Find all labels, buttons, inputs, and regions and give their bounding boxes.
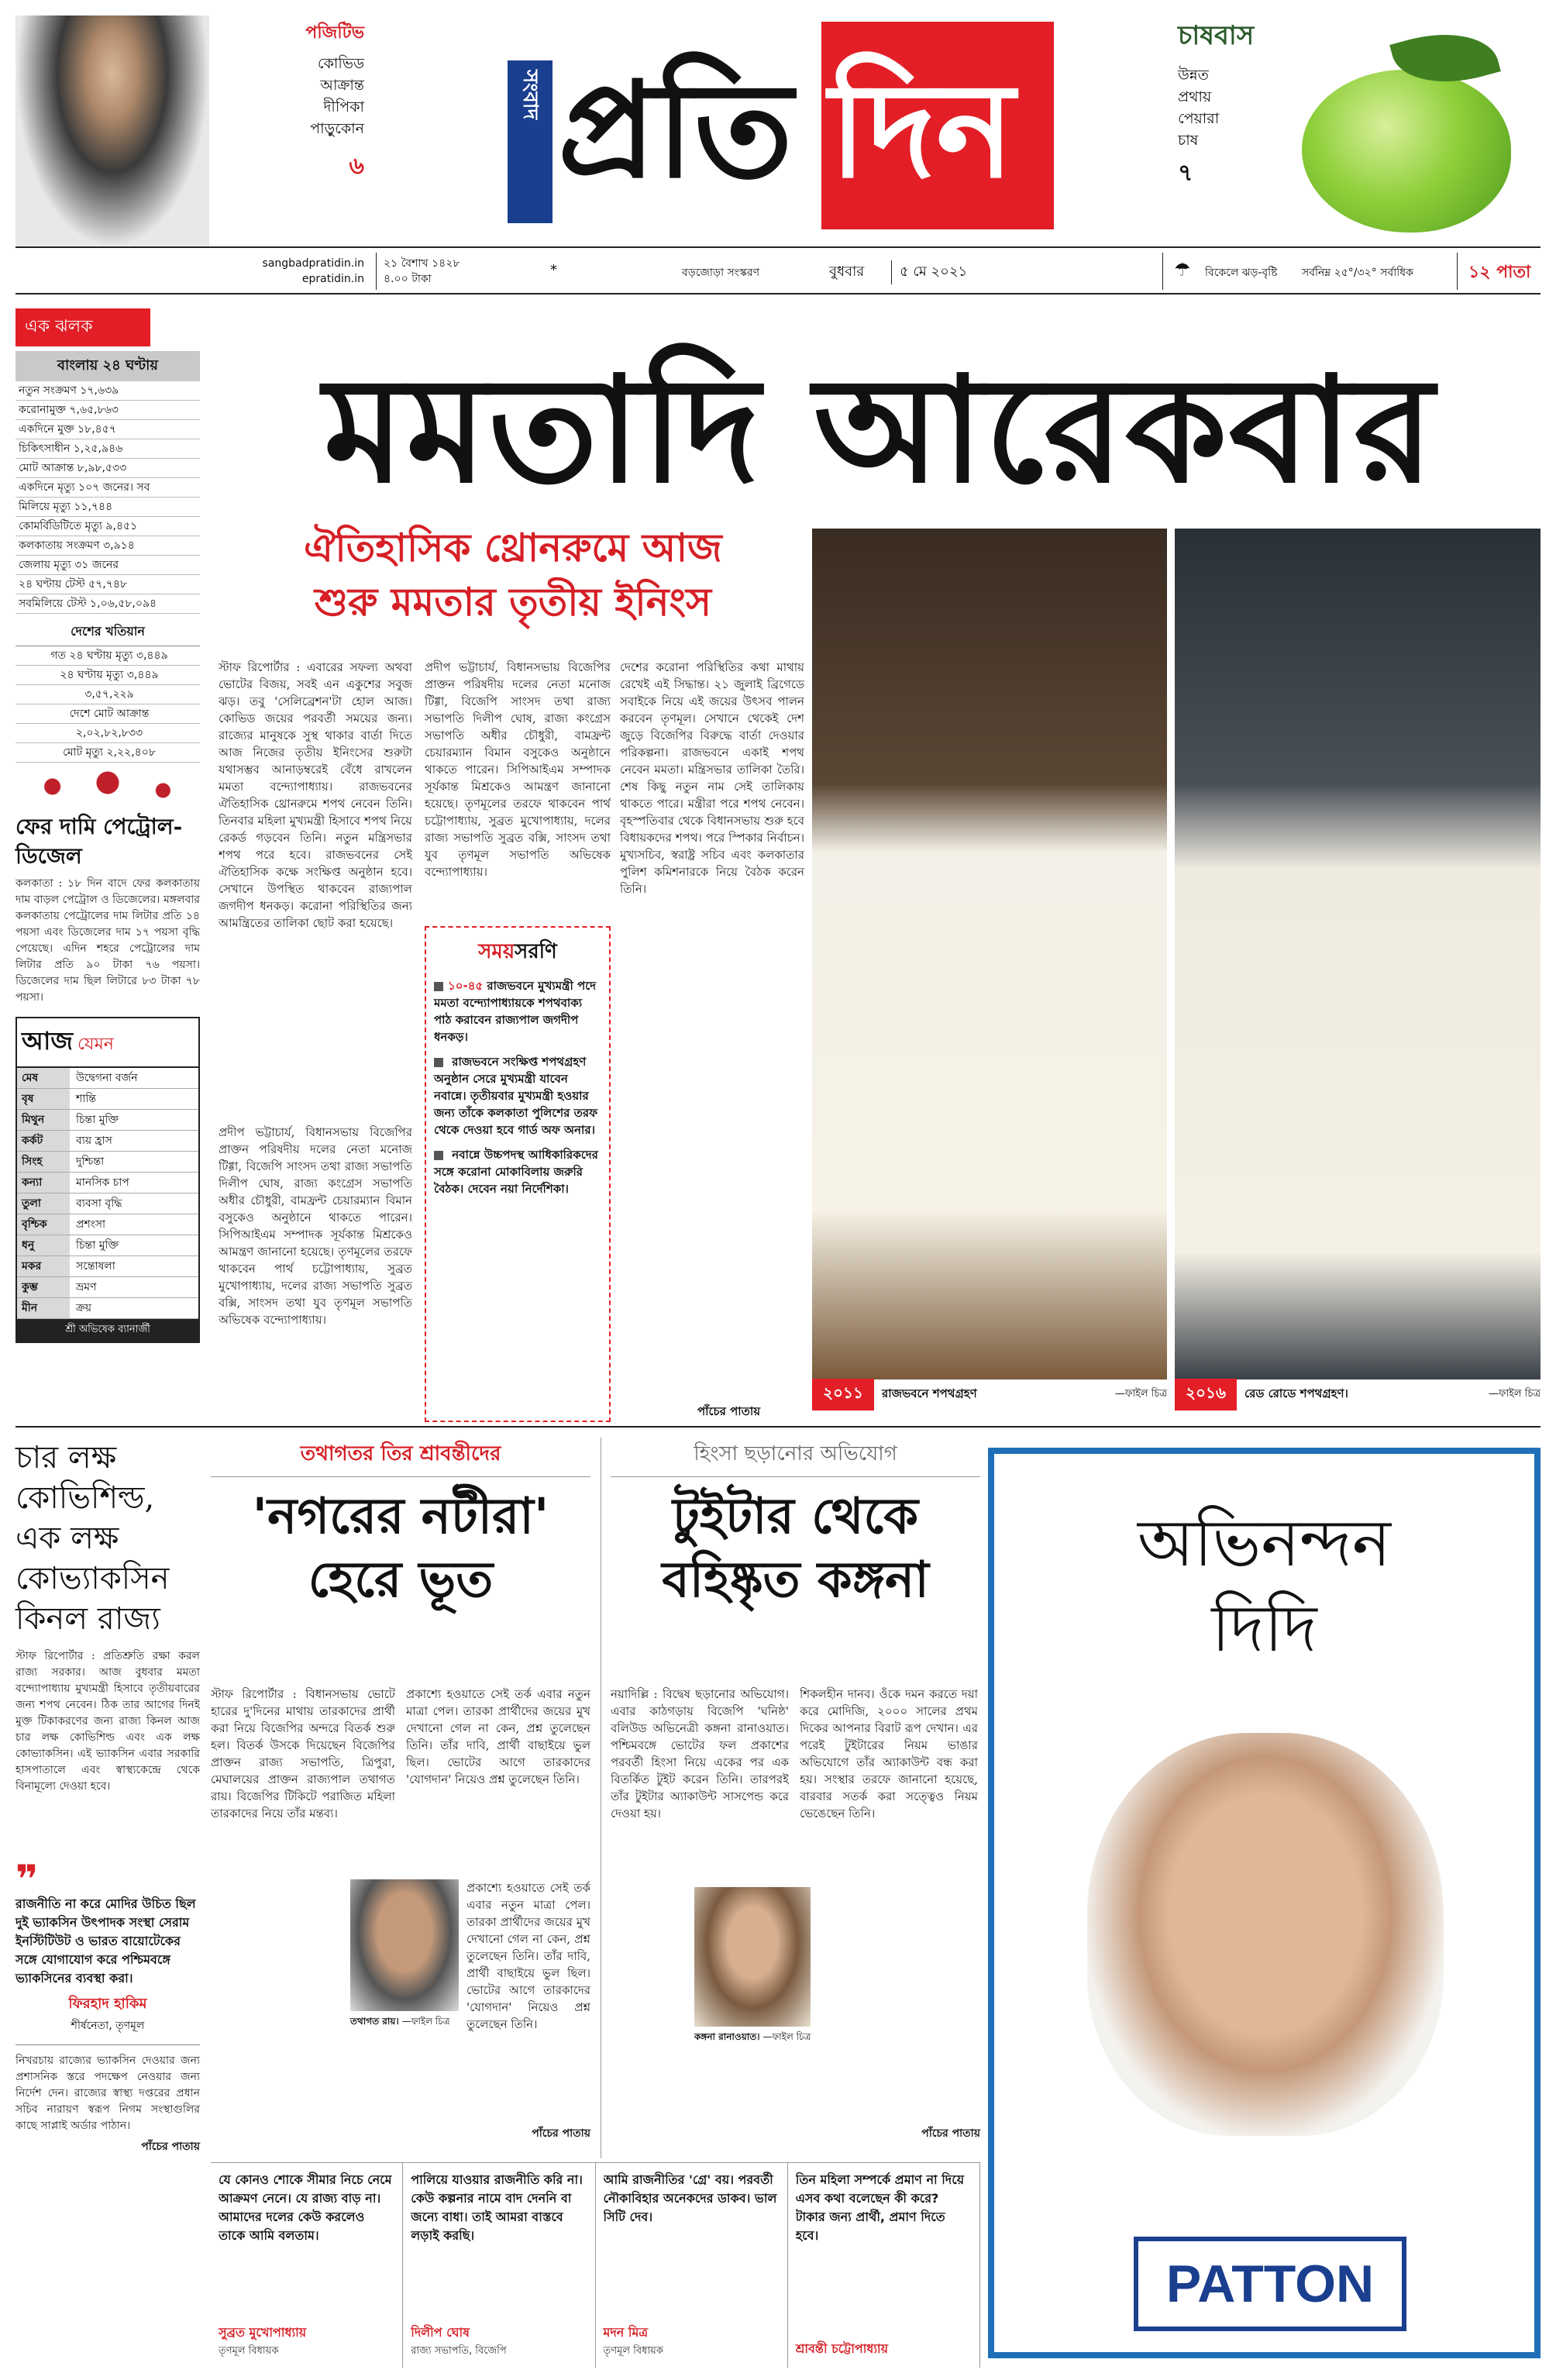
section-divider bbox=[15, 1426, 1541, 1428]
photo1-credit: —ফাইল চিত্র bbox=[1114, 1387, 1167, 1400]
bullet-icon bbox=[434, 982, 443, 991]
bottom-quote bbox=[596, 2163, 788, 2368]
rashi-name: মকর bbox=[17, 1256, 70, 1276]
rashi-prediction: ব্যয় হ্রাস bbox=[76, 1135, 112, 1147]
story3-col2: শিকলহীন দানব। ওঁকে দমন করতে দয়া করে মোদিজি, ২০০০ সালের প্রথম দিকের আপনার বিরাট রূপ দেখান। এর পরেই টুইটারের নিয়ম ভাঙার অভিযোগে তাঁর অ্যাকাউন্ট বন্ধ করা হয়। সংস্থার তরফে জানানো হয়েছে, বারবার সতর্ক করা সত্ত্বেও নিয়ম ভেঙেছেন তিনি। bbox=[800, 1687, 978, 1820]
bengal-stat: কলকাতায় সংক্রমণ ৩,৯১৪ bbox=[15, 536, 200, 556]
quote-text: আমি রাজনীতির 'গ্রে' বয়। পরবর্তী নৌকাবিহার অনেকদের ডাকব। ভাল সিটি দেব। bbox=[603, 2172, 777, 2224]
photo1-caption-bar bbox=[812, 1381, 1167, 1407]
vaccine-text: স্টাফ রিপোর্টার : প্রতিশ্রুতি রক্ষা করল রাজ্য সরকার। আজ বুধবার মমতা বন্দ্যোপাধ্যায় মুখ্যমন্ত্রী হিসাবে তৃতীয়বারের জন্য শপথ নেবেন। ঠিক তার আগের দিনই মুক্ত টিকাকরণের জন্য রাজ্য কিনল আজ চার লক্ষ কোভিশিল্ড এবং এক লক্ষ কোভ্যাকসিন। এই ভ্যাকসিন এবার সরকারি হাসপাতালে এবং স্বাস্থ্যকেন্দ্রে থেকে বিনামূল্যে দেওয়া হবে। bbox=[15, 1650, 200, 1793]
lead-headline[interactable]: মমতাদি আরেকবার bbox=[323, 344, 1436, 515]
site-url-1[interactable]: sangbadpratidin.in bbox=[262, 257, 364, 270]
ad-brand-box bbox=[1134, 2237, 1406, 2331]
lead-column-1: স্টাফ রিপোর্টার : এবারের সফল্য অথবা ভোটের বিজয়, সবই এন একুশের সবুজ ঝড়। তবু 'সেলিব্রেশন'টা হোল আজ। কোভিড জয়ের পরবর্তী সময়ের জন্য। রাজ্যের মানুষকে সুস্থ থাকার বার্তা দিতে আজ নিজের তৃতীয় ইনিংসের শুরুটা যথাসম্ভব আনাড়ম্বরেই বেঁধে রাখলেন মমতা বন্দ্যোপাধ্যায়। রাজভবনের ঐতিহাসিক থ্রোনরুমে শপথ নেবেন তিনি। তিনবার মহিলা মুখ্যমন্ত্রী হিসাবে শপথ নিয়ে রেকর্ড গড়বেন তিনি। নতুন মন্ত্রিসভার শপথ পরে হবে। রাজভবনের সেই ঐতিহাসিক কক্ষে সংক্ষিপ্ত অনুষ্ঠান হবে। সেখানে উপস্থিত থাকবেন রাজ্যপাল জগদীপ ধনকড়। করোনা পরিস্থিতির জন্য আমন্ত্রিতের তালিকা ছোট করা হয়েছে। bbox=[219, 660, 412, 930]
rashi-name: তুলা bbox=[17, 1193, 70, 1214]
bengal-stat: একদিনে মৃত্যু ১০৭ জনের। সব bbox=[15, 478, 200, 498]
rashi-box bbox=[15, 1017, 200, 1343]
rashi-row bbox=[17, 1110, 198, 1131]
ad-line-1: অভিনন্দন bbox=[1137, 1505, 1392, 1581]
page-count: ১২ পাতা bbox=[1468, 263, 1531, 282]
photo1-caption: রাজভবনে শপথগ্রহণ bbox=[881, 1386, 977, 1400]
ad-brand: PATTON bbox=[1165, 2254, 1375, 2313]
bottom-quote bbox=[211, 2163, 403, 2368]
quote-author: সুব্রত মুখোপাধ্যায় bbox=[219, 2325, 307, 2340]
guava-image bbox=[1302, 70, 1511, 232]
ad-line-2: দিদি bbox=[1211, 1590, 1317, 1666]
rashi-prediction: ক্রয় bbox=[76, 1302, 91, 1314]
rashi-name: বৃশ্চিক bbox=[17, 1214, 70, 1235]
timeline-text: রাজভবনে মুখ্যমন্ত্রী পদে মমতা বন্দ্যোপাধ্যায়কে শপথবাক্য পাঠ করাবেন রাজ্যপাল জগদীপ ধনকড়। bbox=[434, 979, 597, 1044]
rashi-prediction: মানসিক চাপ bbox=[76, 1176, 129, 1189]
rashi-row bbox=[17, 1089, 198, 1110]
bengal-stat: চিকিৎসাধীন ১,২৫,৯৪৬ bbox=[15, 439, 200, 459]
timeline-title-a: সময় bbox=[478, 940, 515, 963]
left-teaser-page: ৬ bbox=[349, 153, 364, 180]
lead-continue[interactable]: পাঁচের পাতায় bbox=[697, 1404, 761, 1418]
quote-author: মদন মিত্র bbox=[603, 2325, 649, 2340]
photo2-credit: —ফাইল চিত্র bbox=[1488, 1387, 1541, 1400]
rashi-prediction: শান্তি bbox=[76, 1093, 96, 1105]
photo2-year: ২০১৬ bbox=[1175, 1379, 1237, 1410]
story3-headline-2: বহিষ্কৃত কঙ্গনা bbox=[662, 1551, 929, 1609]
tathagata-photo bbox=[350, 1879, 459, 2011]
bullet-icon bbox=[434, 1151, 443, 1160]
site-url-2[interactable]: epratidin.in bbox=[301, 273, 364, 285]
issue-date: ৫ মে ২০২১ bbox=[891, 260, 967, 284]
right-teaser-tag: চাষবাস bbox=[1178, 20, 1255, 51]
country-title: দেশের খতিয়ান bbox=[15, 618, 200, 646]
rashi-name: মেষ bbox=[17, 1068, 70, 1088]
story2-caption-credit: —ফাইল চিত্র bbox=[401, 2016, 450, 2027]
country-stat: দেশে মোট আক্রান্ত bbox=[15, 704, 200, 724]
rashi-row bbox=[17, 1131, 198, 1152]
quote-author: শ্রাবন্তী চট্টোপাধ্যায় bbox=[795, 2341, 889, 2356]
story-2[interactable] bbox=[211, 1438, 590, 2158]
quote-author: দিলীপ ঘোষ bbox=[411, 2325, 470, 2340]
timeline-list bbox=[434, 977, 601, 1197]
rashi-list bbox=[17, 1068, 198, 1319]
sidebar-header: এক ঝলক bbox=[15, 308, 150, 346]
bottom-quote bbox=[403, 2163, 595, 2368]
rashi-name: মীন bbox=[17, 1298, 70, 1318]
photo2-caption: রেড রোডে শপথগ্রহণ। bbox=[1244, 1386, 1348, 1400]
rashi-prediction: ভ্রমণ bbox=[76, 1281, 97, 1293]
rashi-name: কর্কট bbox=[17, 1131, 70, 1151]
lead-column-2-top: প্রদীপ ভট্টাচার্য, বিধানসভায় বিজেপির প্রাক্তন পরিষদীয় দলের নেতা মনোজ টিগ্গা, বিজেপি সাংসদ তথা রাজ্য সভাপতি দিলীপ ঘোষ, রাজ্য কংগ্রেস সভাপতি অধীর চৌধুরী, বামফ্রন্ট চেয়ারম্যান বিমান বসুকেও অনুষ্ঠানে থাকতে পারেন। সিপিআইএম সম্পাদক সূর্যকান্ত মিশ্রকেও আমন্ত্রণ জানানো হয়েছে। তৃণমূলের তরফে থাকবেন পার্থ চট্টোপাধ্যায়, সুব্রত মুখোপাধ্যায়, দলের রাজ্য সভাপতি সুব্রত বক্সি, সাংসদ তথা যুব তৃণমূল সভাপতি অভিষেক বন্দ্যোপাধ্যায়। bbox=[425, 660, 611, 879]
left-teaser[interactable] bbox=[217, 19, 364, 229]
rashi-row bbox=[17, 1068, 198, 1089]
timeline-box bbox=[425, 926, 611, 1422]
bengal-stats bbox=[15, 381, 200, 614]
story2-headline-2: হেরে ভূত bbox=[308, 1551, 494, 1609]
sidebar bbox=[15, 308, 200, 1440]
story2-col1: স্টাফ রিপোর্টার : বিধানসভায় ভোটে হারের দু'দিনের মাথায় তারকাদের প্রার্থী করা নিয়ে বিজেপির অন্দরে বিতর্ক শুরু হল। বিতর্ক উসকে দিয়েছেন বিজেপির প্রাক্তন রাজ্য সভাপতি, ত্রিপুরা, মেঘালয়ের প্রাক্তন রাজ্যপাল তথাগত রায়। বিজেপির টিকিটে পরাজিত মহিলা তারকাদের নিয়ে তাঁর মন্তব্য। bbox=[211, 1687, 395, 1820]
bottom-quotes bbox=[211, 2162, 980, 2368]
story2-continue[interactable]: পাঁচের পাতায় bbox=[532, 2127, 590, 2140]
logo[interactable] bbox=[508, 22, 1054, 229]
virus-graphic bbox=[15, 767, 200, 806]
right-teaser-text: উন্নত প্রথায় পেয়ারা চাষ bbox=[1178, 67, 1220, 149]
story2-kicker: তথাগতর তির শ্রাবন্তীদের bbox=[211, 1438, 590, 1477]
lead-photo-2016[interactable] bbox=[1175, 529, 1541, 1379]
rashi-prediction: প্রশংসা bbox=[76, 1218, 106, 1231]
country-stat: মোট মৃত্যু ২,২২,৪০৮ bbox=[15, 743, 200, 763]
lead-photo-2011[interactable] bbox=[812, 529, 1167, 1379]
advertisement[interactable] bbox=[988, 1448, 1541, 2358]
rashi-prediction: দুশ্চিন্তা bbox=[76, 1156, 105, 1168]
rashi-name: কুম্ভ bbox=[17, 1277, 70, 1297]
photo1-year: ২০১১ bbox=[812, 1379, 874, 1410]
left-teaser-photo[interactable] bbox=[15, 15, 209, 248]
quote-role: তৃণমূল বিধায়ক bbox=[219, 2345, 279, 2357]
logo-main-a: প্রতি bbox=[558, 53, 793, 208]
logo-side-box bbox=[508, 60, 553, 223]
right-teaser-page: ৭ bbox=[1178, 160, 1193, 187]
story2-col2: প্রকাশ্যে হওয়াতে সেই তর্ক এবার নতুন মাত্রা পেল। তারকা প্রার্থীদের জয়ের মুখ দেখানো গেল না কেন, প্রশ্ন তুলেছেন তিনি। তাঁর দাবি, প্রার্থী বাছাইয়ে ভুল ছিল। ভোটের আগে তারকাদের 'যোগদান' নিয়েও প্রশ্ন তুলেছেন তিনি। bbox=[406, 1687, 590, 1786]
fuel-text: কলকাতা : ১৮ দিন বাদে ফের কলকাতায় দাম বাড়ল পেট্রোল ও ডিজেলের। মঙ্গলবার কলকাতায় পেট্রোলের দাম লিটার প্রতি ১৪ পয়সা এবং ডিজেলের দাম ১৭ পয়সা বৃদ্ধি পেয়েছে। এদিন শহরে পেট্রোলের দাম লিটার প্রতি ৯০ টাকা ৭৬ পয়সা। ডিজেলের দাম ছিল লিটারে ৮৩ টাকা ৭৮ পয়সা। bbox=[15, 877, 200, 1004]
rashi-prediction: চিন্তা মুক্তি bbox=[76, 1239, 119, 1252]
bengal-stat: নতুন সংক্রমণ ১৭,৬৩৯ bbox=[15, 381, 200, 401]
rashi-name: বৃষ bbox=[17, 1089, 70, 1109]
timeline-title-b: সরণি bbox=[515, 940, 557, 963]
rashi-row bbox=[17, 1277, 198, 1298]
rashi-prediction: ব্যবসা বৃদ্ধি bbox=[76, 1197, 122, 1210]
timeline-item bbox=[434, 1146, 601, 1197]
story3-kicker: হিংসা ছড়ানোর অভিযোগ bbox=[611, 1438, 980, 1477]
kangana-photo bbox=[694, 1887, 811, 2027]
lead-column-3: দেশের করোনা পরিস্থিতির কথা মাথায় রেখেই এই সিদ্ধান্ত। ২১ জুলাই ব্রিগেডে সবাইকে নিয়ে এই জয়ের উৎসব পালন করবেন তৃণমূল। সেখানে থেকেই দেশ জুড়ে বিজেপির বিরুদ্ধে বার্তা দেওয়ার পরিকল্পনা। রাজভবনে একাই শপথ নেবেন মমতা। মন্ত্রিসভার তালিকা তৈরি। শেষ কিছু নতুন নাম সেই তালিকায় থাকতে পারে। মন্ত্রীরা পরে শপথ নেবেন। বৃহস্পতিবার থেকে বিধানসভায় শুরু হবে বিধায়কদের শপথ। পরে স্পিকার নির্বাচন। মুখ্যসচিব, স্বরাষ্ট্র সচিব এবং কলকাতার পুলিশ কমিশনারকে নিয়ে বৈঠক করেন তিনি। bbox=[620, 660, 804, 896]
price: ৪.০০ টাকা bbox=[384, 273, 432, 285]
strip-star: * bbox=[550, 262, 557, 278]
temperature: সর্বনিম্ন ২৫°/৩২° সর্বাধিক bbox=[1302, 267, 1413, 279]
vaccine-story[interactable] bbox=[15, 1438, 200, 2368]
lead-subheadline-2[interactable]: শুরু মমতার তৃতীয় ইনিংস bbox=[314, 579, 712, 625]
story2-col2b: প্রকাশ্যে হওয়াতে সেই তর্ক এবার নতুন মাত্রা পেল। তারকা প্রার্থীদের জয়ের মুখ দেখানো গেল না কেন, প্রশ্ন তুলেছেন তিনি। তাঁর দাবি, প্রার্থী বাছাইয়ে ভুল ছিল। ভোটের আগে তারকাদের 'যোগদান' নিয়েও প্রশ্ন তুলেছেন তিনি। bbox=[466, 1881, 590, 2031]
fuel-title: ফের দামি পেট্রোল-ডিজেল bbox=[15, 814, 183, 869]
quote-role: রাজ্য সভাপতি, বিজেপি bbox=[411, 2345, 507, 2357]
logo-main-b: দিন bbox=[829, 53, 1015, 208]
story3-caption-credit: —ফাইল চিত্র bbox=[763, 2031, 811, 2042]
rashi-name: কন্যা bbox=[17, 1173, 70, 1193]
rashi-prediction: চিন্তা মুক্তি bbox=[76, 1114, 119, 1126]
rashi-row bbox=[17, 1298, 198, 1319]
rashi-row bbox=[17, 1193, 198, 1214]
bengal-stat: করোনামুক্ত ৭,৬৫,৮৬৩ bbox=[15, 401, 200, 420]
rashi-credit: শ্রী অভিষেক ব্যানার্জী bbox=[17, 1319, 198, 1342]
bottom-quote bbox=[788, 2163, 980, 2368]
photo2-caption-bar bbox=[1175, 1381, 1541, 1407]
rashi-row bbox=[17, 1214, 198, 1235]
rashi-row bbox=[17, 1152, 198, 1173]
rashi-row bbox=[17, 1173, 198, 1193]
quote-icon: ❞ bbox=[15, 1857, 39, 1902]
bullet-icon bbox=[434, 1058, 443, 1067]
rashi-prediction: উদ্বেগনা বর্জন bbox=[76, 1072, 138, 1084]
vaccine-continue[interactable]: পাঁচের পাতায় bbox=[141, 2141, 200, 2153]
vaccine-more: নিখরচায় রাজ্যের ভ্যাকসিন দেওয়ার জন্য প্রশাসনিক স্তরে পদক্ষেপ নেওয়ার জন্য নির্দেশ দেন। রাজ্যের স্বাস্থ্য দপ্তরের প্রধান সচিব নারায়ণ স্বরূপ নিগম সংস্থাগুলির কাছে সাপ্লাই অর্ডার পাঠান। bbox=[15, 2044, 200, 2134]
quote-role: তৃণমূল বিধায়ক bbox=[603, 2345, 663, 2357]
bengal-stat: একদিনে মুক্ত ১৮,৪৫৭ bbox=[15, 420, 200, 439]
story3-caption: কঙ্গনা রানাওয়াত। bbox=[694, 2031, 760, 2042]
lead-subheadline-1[interactable]: ঐতিহাসিক থ্রোনরুমে আজ bbox=[304, 525, 722, 570]
rashi-name: সিংহ bbox=[17, 1152, 70, 1172]
right-teaser[interactable] bbox=[1178, 15, 1542, 240]
story2-headline-1: 'নগরের নটীরা' bbox=[252, 1487, 549, 1545]
vaccine-headline: চার লক্ষ কোভিশিল্ড, এক লক্ষ কোভ্যাকসিন কিনল রাজ্য bbox=[15, 1440, 170, 1637]
timeline-time: ১০-৪৫ bbox=[448, 979, 484, 993]
rashi-prediction: সন্তোষলা bbox=[76, 1260, 115, 1273]
country-stat: ২,০২,৮২,৮৩৩ bbox=[15, 724, 200, 743]
rashi-row bbox=[17, 1256, 198, 1277]
timeline-item bbox=[434, 977, 601, 1045]
bengal-stat: জেলায় মৃত্যু ৩১ জনের bbox=[15, 556, 200, 575]
weather-text: বিকেলে ঝড়-বৃষ্টি bbox=[1205, 267, 1278, 279]
left-teaser-text: কোভিড আক্রান্ত দীপিকা পাড়ুকোন bbox=[310, 55, 364, 137]
weather-icon: ☂ bbox=[1174, 259, 1191, 281]
timeline-text: রাজভবনে সংক্ষিপ্ত শপথগ্রহণ অনুষ্ঠান সেরে মুখ্যমন্ত্রী যাবেন নবান্নে। তৃতীয়বার মুখ্যমন্ত্রী হওয়ার জন্য তাঁকে কলকাতা পুলিশের তরফ থেকে দেওয়া হবে গার্ড অফ অনার। bbox=[434, 1055, 598, 1137]
vaccine-quote: রাজনীতি না করে মোদির উচিত ছিল দুই ভ্যাকসিন উৎপাদক সংস্থা সেরাম ইনস্টিটিউট ও ভারত বায়োটেকের সঙ্গে যোগাযোগ করে পশ্চিমবঙ্গে ভ্যাকসিনের ব্যবস্থা করা। bbox=[15, 1896, 196, 1986]
story3-headline-1: টুইটার থেকে bbox=[673, 1487, 918, 1545]
country-stats bbox=[15, 646, 200, 763]
lead-column-1-cont: প্রদীপ ভট্টাচার্য, বিধানসভায় বিজেপির প্রাক্তন পরিষদীয় দলের নেতা মনোজ টিগ্গা, বিজেপি সাংসদ তথা রাজ্য সভাপতি দিলীপ ঘোষ, রাজ্য কংগ্রেস সভাপতি অধীর চৌধুরী, বামফ্রন্ট চেয়ারম্যান বিমান বসুকেও অনুষ্ঠানে থাকতে পারেন। সিপিআইএম সম্পাদক সূর্যকান্ত মিশ্রকেও আমন্ত্রণ জানানো হয়েছে। তৃণমূলের তরফে থাকবেন পার্থ চট্টোপাধ্যায়, সুব্রত মুখোপাধ্যায়, দলের রাজ্য সভাপতি সুব্রত বক্সি, সাংসদ তথা যুব তৃণমূল সভাপতি অভিষেক বন্দ্যোপাধ্যায়। bbox=[219, 1125, 412, 1327]
ad-portrait bbox=[1087, 1733, 1444, 2136]
rashi-title-a: আজ bbox=[22, 1026, 73, 1056]
bengal-stat: কোমর্বিডিটিতে মৃত্যু ৯,৪৫১ bbox=[15, 517, 200, 536]
country-stat: গত ২৪ ঘণ্টায় মৃত্যু ৩,৪৪৯ bbox=[15, 646, 200, 666]
story3-col1: নয়াদিল্লি : বিদ্বেষ ছড়ানোর অভিযোগ। এবার কাঠগড়ায় বিজেপি 'ঘনিষ্ঠ' বলিউড অভিনেত্রী কঙ্গনা রানাওয়াত। পশ্চিমবঙ্গে ভোটের ফল প্রকাশের পরবর্তী হিংসা নিয়ে একের পর এক বিতর্কিত টুইট করেন তিনি। তারপরই তাঁর টুইটার অ্যাকাউন্ট সাসপেন্ড করে দেওয়া হয়। bbox=[611, 1687, 789, 1820]
story3-continue[interactable]: পাঁচের পাতায় bbox=[921, 2127, 980, 2140]
timeline-text: নবান্নে উচ্চপদস্থ আধিকারিকদের সঙ্গে করোনা মোকাবিলায় জরুরি বৈঠক। দেবেন নয়া নির্দেশিকা। bbox=[434, 1148, 598, 1196]
country-stat: ৩,৫৭,২২৯ bbox=[15, 685, 200, 704]
bengal-stat: মোট আক্রান্ত ৮,৯৮,৫৩৩ bbox=[15, 459, 200, 478]
vaccine-quote-author: ফিরহাদ হাকিম bbox=[68, 1996, 147, 2012]
story2-caption: তথাগত রায়। bbox=[350, 2016, 399, 2027]
rashi-row bbox=[17, 1235, 198, 1256]
date-strip bbox=[15, 246, 1541, 294]
logo-side-text: সংবাদ bbox=[518, 70, 542, 120]
quote-text: পালিয়ে যাওয়ার রাজনীতি করি না। কেউ কল্পনার নামে বাদ দেননি বা জন্যে বাধা। তাই আমরা বাস্তবে লড়াই করছি। bbox=[411, 2172, 583, 2243]
story-3[interactable] bbox=[601, 1438, 980, 2158]
rashi-name: ধনু bbox=[17, 1235, 70, 1255]
timeline-item bbox=[434, 1053, 601, 1138]
bengal-stat: সবমিলিয়ে টেস্ট ১,০৬,৫৮,০৯৪ bbox=[15, 594, 200, 614]
quote-text: যে কোনও শোকে সীমার নিচে নেমে আক্রমণ নেনে। যে রাজ্য বাড় না। আমাদের দলের কেউ করলেও তাকে আমি বলতাম। bbox=[219, 2172, 392, 2243]
bengali-date: ২১ বৈশাখ ১৪২৮ bbox=[384, 257, 460, 270]
weekday: বুধবার bbox=[829, 263, 865, 280]
quote-text: তিন মহিলা সম্পর্কে প্রমাণ না দিয়ে এসব কথা বলেছেন কী করে? টাকার জন্য প্রার্থী, প্রমাণ দিতে হবে। bbox=[795, 2172, 965, 2243]
country-stat: ২৪ ঘণ্টায় মৃত্যু ৩,৪৪৯ bbox=[15, 666, 200, 685]
rashi-title-b: যেমন bbox=[77, 1035, 114, 1054]
vaccine-quote-role: শীর্ষনেতা, তৃণমূল bbox=[71, 2020, 145, 2032]
bengal-stat: ২৪ ঘণ্টায় টেস্ট ৫৭,৭৪৮ bbox=[15, 575, 200, 594]
bengal-stat: মিলিয়ে মৃত্যু ১১,৭৪৪ bbox=[15, 498, 200, 517]
left-teaser-tag: পজিটিভ bbox=[305, 23, 364, 43]
bengal-title: বাংলায় ২৪ ঘণ্টায় bbox=[15, 351, 200, 381]
rashi-name: মিথুন bbox=[17, 1110, 70, 1130]
edition: বড়জোড়া সংস্করণ bbox=[682, 267, 760, 279]
